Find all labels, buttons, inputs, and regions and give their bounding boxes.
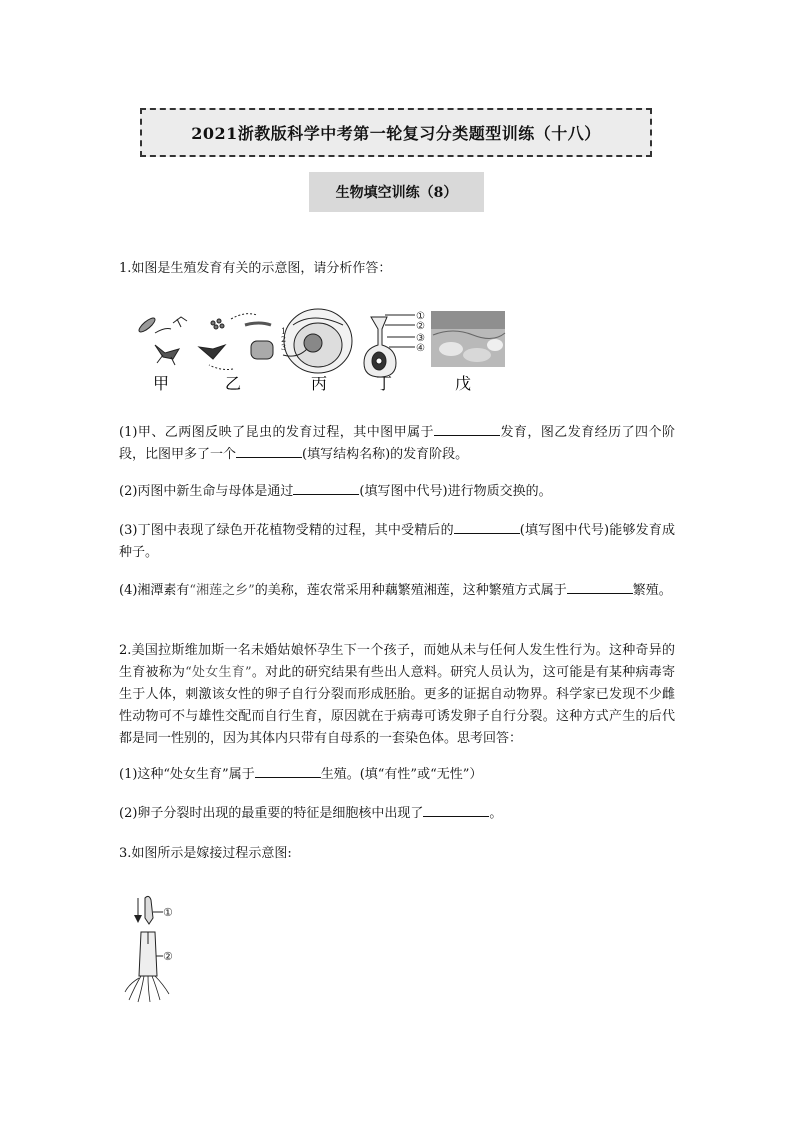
q1-sub3: (3)丁图中表现了绿色开花植物受精的过程，其中受精后的 (填写图中代号)能够发育成种子。	[119, 520, 675, 564]
bing-number-2: 2	[281, 335, 287, 344]
q1-sub1: (1)甲、乙两图反映了昆虫的发育过程，其中图甲属于 发育，图乙发育经历了四个阶段，比图甲多了一个 (填写结构名称)的发育阶段。	[119, 422, 675, 466]
q2-paragraph: 2.美国拉斯维加斯一名未婚姑娘怀孕生下一个孩子，而她从未与任何人发生性行为。这种奇异的生育被称为“处女生育”。对此的研究结果有些出人意料。研究人员认为，这可能是有某种病毒寄生于人体，刺激该女性的卵子自行分裂而形成胚胎。更多的证据自动物界。科学家已发现不少雌性动物可不与雄性交配而自行生育，原因就在于病毒可诱发卵子自行分裂。这种方式产生的后代都是同一性别的，因为其体内只带有自母系的一套染色体。思考回答：	[119, 643, 675, 746]
bing-number-3: 3	[281, 343, 287, 352]
answer-blank[interactable]	[293, 481, 359, 495]
answer-blank[interactable]	[434, 422, 500, 436]
q1-sub2: (2)丙图中新生命与母体是通过 (填写图中代号)进行物质交换的。	[119, 481, 675, 503]
q2-sub1: (1)这种“处女生育”属于 生殖。(填“有性”或“无性”）	[119, 764, 675, 786]
q1-stem: 1.如图是生殖发育有关的示意图，请分析作答：	[119, 261, 392, 276]
q3-stem: 3.如图所示是嫁接过程示意图:	[119, 846, 292, 861]
bing-number-1: 1	[281, 327, 287, 336]
ding-number-4: ④	[416, 343, 425, 354]
q1-sub4: (4)湘潭素有“湘莲之乡”的美称，莲农常采用种藕繁殖湘莲，这种繁殖方式属于 繁殖。	[119, 580, 675, 602]
figure-ding	[364, 311, 425, 377]
scion-label: ①	[163, 906, 173, 919]
figure-label-ding: 丁	[376, 374, 393, 393]
figure-label-jia: 甲	[153, 374, 170, 393]
ding-number-3: ③	[416, 333, 425, 344]
ding-number-1: ①	[416, 311, 425, 322]
answer-blank[interactable]	[567, 580, 633, 594]
figure-bing	[281, 309, 352, 373]
answer-blank[interactable]	[255, 764, 321, 778]
answer-blank[interactable]	[236, 444, 302, 458]
ding-number-2: ②	[416, 321, 425, 332]
page-title: 2021浙教版科学中考第一轮复习分类题型训练（十八）	[140, 108, 652, 157]
figure-yi	[199, 314, 273, 370]
figure-wu	[431, 311, 505, 367]
rootstock-label: ②	[163, 950, 173, 963]
answer-blank[interactable]	[423, 803, 489, 817]
figure-label-bing: 丙	[311, 374, 328, 393]
figure-label-wu: 戊	[455, 374, 472, 393]
q2-sub2: (2)卵子分裂时出现的最重要的特征是细胞核中出现了 。	[119, 803, 675, 825]
figure-label-yi: 乙	[225, 374, 242, 393]
answer-blank[interactable]	[454, 520, 520, 534]
q1-figure	[133, 305, 508, 397]
q3-grafting-figure	[119, 890, 189, 1005]
figure-jia	[137, 316, 187, 365]
section-subtitle: 生物填空训练（8）	[309, 172, 484, 212]
